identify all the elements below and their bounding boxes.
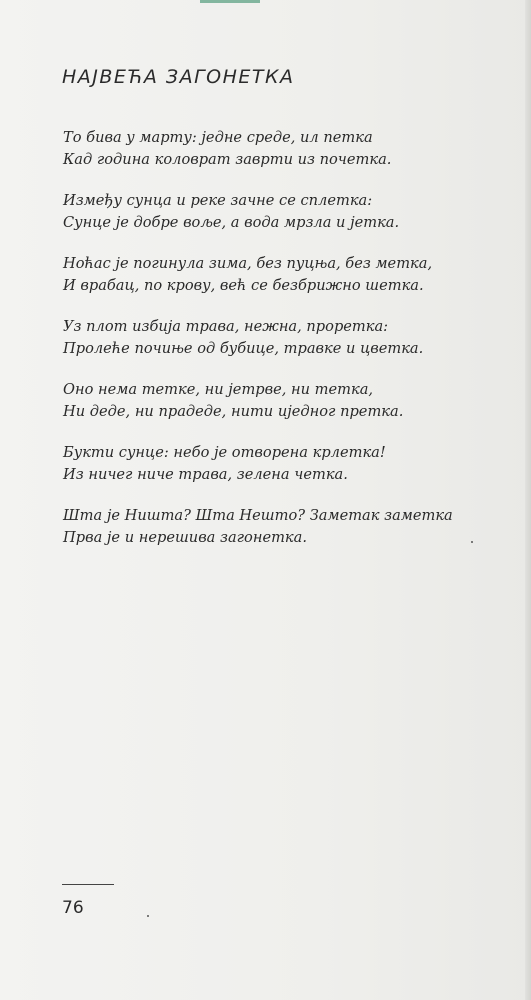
- poem-line: Букти сунце: небо је отворена крлетка!: [63, 444, 386, 461]
- poem-line: И врабац, по крову, већ се безбрижно шетка.: [63, 277, 424, 294]
- stanza: [63, 253, 503, 297]
- poem-line: Уз плот избија трава, нежна, проретка:: [63, 318, 389, 335]
- poem-body: [63, 127, 503, 568]
- poem-title: НАЈВЕЋА ЗАГОНЕТКА: [62, 66, 295, 88]
- poem-line: Ноћас је погинула зима, без пуцња, без метка,: [63, 255, 433, 272]
- poem-line: Шта је Ништа? Шта Нешто? Заметак заметка: [63, 507, 453, 524]
- poem-line: Оно нема тетке, ни јетрве, ни тетка,: [63, 381, 374, 398]
- ink-speck: [471, 541, 473, 543]
- poem-line: То бива у марту: једне среде, ил петка: [63, 129, 373, 146]
- ink-speck: [147, 915, 149, 917]
- stanza: [63, 127, 503, 171]
- page-top-edge: [200, 0, 260, 3]
- stanza: [63, 505, 503, 549]
- poem-line: Између сунца и реке зачне се сплетка:: [63, 192, 373, 209]
- page-right-edge: [525, 0, 531, 1000]
- poem-line: Сунце је добре воље, а вода мрзла и јетка.: [63, 214, 400, 231]
- stanza: [63, 379, 503, 423]
- poem-line: Из ничег ниче трава, зелена четка.: [63, 466, 348, 483]
- poem-line: Пролеће почиње од бубице, травке и цветка.: [63, 340, 424, 357]
- stanza: [63, 316, 503, 360]
- stanza: [63, 442, 503, 486]
- poem-line: Кад година коловрат заврти из почетка.: [63, 151, 392, 168]
- footer-rule: [62, 884, 114, 885]
- poem-line: Ни деде, ни прадеде, нити иједног претка.: [63, 403, 404, 420]
- poem-line: Прва је и нерешива загонетка.: [63, 529, 307, 546]
- page-number: 76: [62, 898, 84, 918]
- stanza: [63, 190, 503, 234]
